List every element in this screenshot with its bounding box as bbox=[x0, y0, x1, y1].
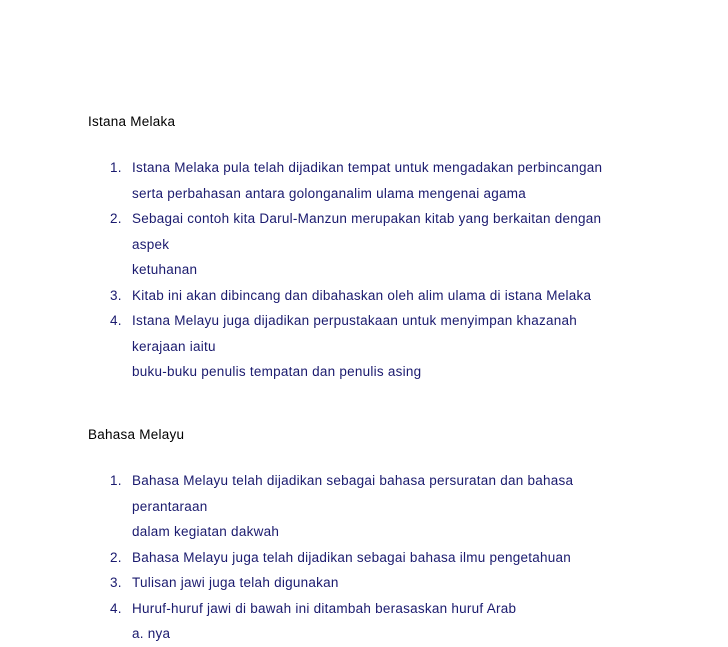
list-item-text: Bahasa Melayu telah dijadikan sebagai bahasa persuratan dan bahasa bbox=[132, 473, 574, 488]
list-item-number: 3. bbox=[110, 575, 122, 590]
list-item bbox=[0, 308, 602, 385]
section-list-bahasa-melayu bbox=[0, 468, 573, 647]
list-item-text: kerajaan iaitu bbox=[132, 338, 216, 354]
list-item-number: 1. bbox=[110, 160, 122, 175]
list-item-number: 1. bbox=[110, 473, 122, 488]
list-item-text: Huruf-huruf jawi di bawah ini ditambah berasaskan huruf Arab bbox=[132, 600, 517, 616]
list-item-text: Istana Melaka pula telah dijadikan tempat untuk mengadakan perbincangan bbox=[132, 160, 603, 175]
list-item-text: serta perbahasan antara golonganalim ulama mengenai agama bbox=[132, 185, 527, 201]
list-item-text: Bahasa Melayu juga telah dijadikan sebagai bahasa ilmu pengetahuan bbox=[132, 549, 572, 565]
list-item bbox=[0, 155, 602, 206]
list-item bbox=[0, 570, 573, 596]
list-item-number: 4. bbox=[110, 600, 122, 616]
list-item bbox=[0, 545, 573, 571]
list-item-number: 4. bbox=[110, 313, 122, 328]
list-item-number: 2. bbox=[110, 211, 122, 226]
list-item-text: aspek bbox=[132, 236, 170, 252]
list-item-text: Kitab ini akan dibincang dan dibahaskan oleh alim ulama di istana Melaka bbox=[132, 287, 592, 303]
section-heading-bahasa-melayu: Bahasa Melayu bbox=[88, 427, 185, 442]
list-item-text: buku-buku penulis tempatan dan penulis asing bbox=[132, 364, 422, 379]
list-item-text: Tulisan jawi juga telah digunakan bbox=[132, 575, 339, 590]
list-item-text: ketuhanan bbox=[132, 262, 198, 277]
section-heading-istana-melaka: Istana Melaka bbox=[88, 114, 176, 129]
list-item-text: Sebagai contoh kita Darul-Manzun merupakan kitab yang berkaitan dengan bbox=[132, 211, 602, 226]
list-item bbox=[0, 596, 573, 647]
list-item bbox=[0, 468, 573, 545]
list-item-text: a. nya bbox=[132, 626, 171, 641]
section-list-istana-melaka bbox=[0, 155, 602, 385]
list-item-text: Istana Melayu juga dijadikan perpustakaan untuk menyimpan khazanah bbox=[132, 313, 578, 328]
list-item-text: dalam kegiatan dakwah bbox=[132, 524, 280, 539]
list-item-number: 3. bbox=[110, 287, 122, 303]
list-item bbox=[0, 206, 602, 283]
list-item-text: perantaraan bbox=[132, 498, 208, 514]
list-item-number: 2. bbox=[110, 549, 122, 565]
list-item bbox=[0, 283, 602, 309]
